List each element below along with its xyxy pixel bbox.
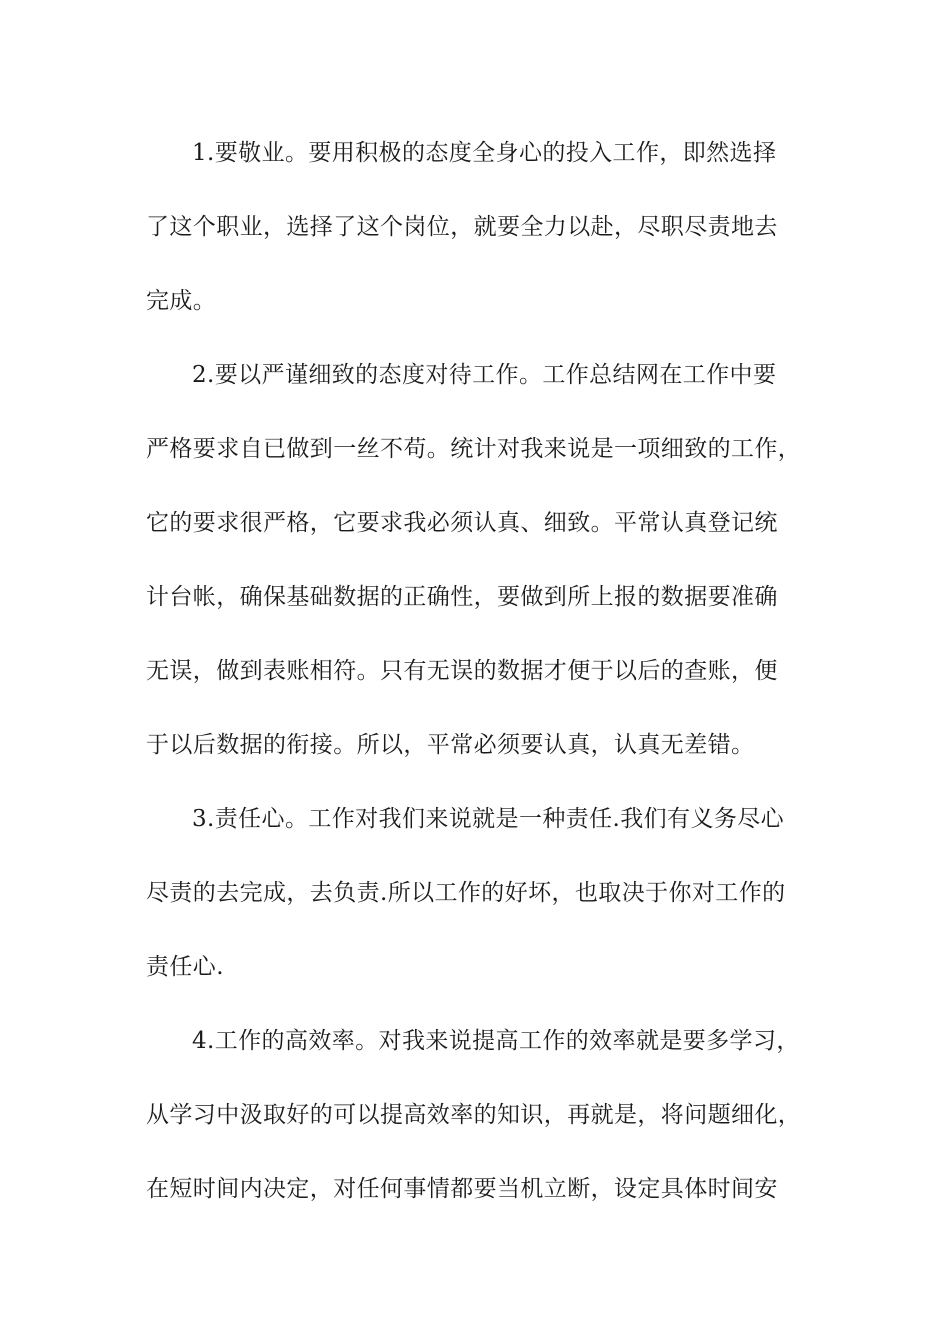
paragraph-3-line-2: 尽责的去完成，去负责.所以工作的好坏，也取决于你对工作的: [146, 880, 786, 906]
paragraph-2-line-5: 无误，做到表账相符。只有无误的数据才便于以后的查账，便: [146, 658, 778, 684]
paragraph-1-line-2: 了这个职业，选择了这个岗位，就要全力以赴，尽职尽责地去: [146, 214, 778, 240]
paragraph-4-line-1: 4.工作的高效率。对我来说提高工作的效率就是要多学习，: [192, 1028, 800, 1054]
paragraph-2-line-2: 严格要求自已做到一丝不苟。统计对我来说是一项细致的工作，: [146, 436, 802, 462]
paragraph-2-line-3: 它的要求很严格，它要求我必须认真、细致。平常认真登记统: [146, 510, 778, 536]
paragraph-2-line-4: 计台帐，确保基础数据的正确性，要做到所上报的数据要准确: [146, 584, 778, 610]
paragraph-3-line-3: 责任心.: [146, 954, 224, 980]
paragraph-4-line-2: 从学习中汲取好的可以提高效率的知识，再就是，将问题细化，: [146, 1102, 802, 1128]
paragraph-2-line-6: 于以后数据的衔接。所以，平常必须要认真，认真无差错。: [146, 732, 755, 758]
paragraph-1-line-3: 完成。: [146, 288, 217, 314]
paragraph-4-line-3: 在短时间内决定，对任何事情都要当机立断，设定具体时间安: [146, 1176, 778, 1202]
paragraph-2-line-1: 2.要以严谨细致的态度对待工作。工作总结网在工作中要: [192, 362, 777, 388]
paragraph-3-line-1: 3.责任心。工作对我们来说就是一种责任.我们有义务尽心: [192, 806, 785, 832]
paragraph-1-line-1: 1.要敬业。要用积极的态度全身心的投入工作，即然选择: [192, 140, 777, 166]
